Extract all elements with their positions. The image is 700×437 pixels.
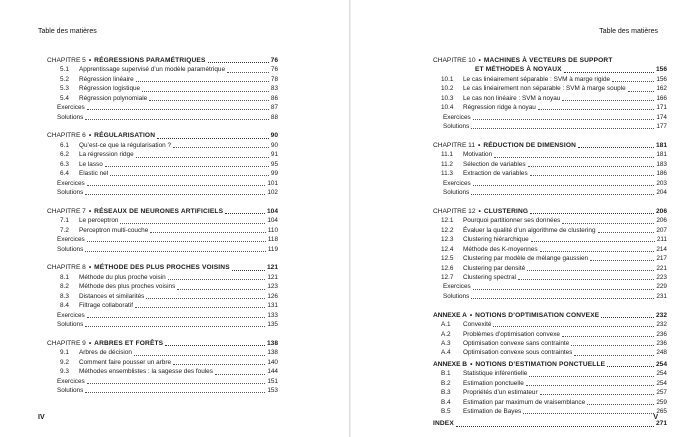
section-title: Estimation par maximum de vraisemblance — [463, 398, 586, 406]
chapter-block — [433, 207, 667, 301]
section-number: 12.6 — [441, 264, 454, 272]
exercises-entry[interactable] — [47, 377, 278, 386]
solutions-entry-label: Solutions — [57, 245, 84, 253]
section-title: Le cas linéairement non séparable : SVM à marge souple — [463, 85, 626, 93]
section-title: Le cas non linéaire : SVM à noyau — [463, 94, 561, 102]
section-number: 10.3 — [441, 94, 454, 102]
section-number: 8.4 — [60, 302, 69, 310]
chapter-number: CHAPITRE 12 — [433, 207, 476, 215]
section-number: 11.3 — [441, 170, 453, 178]
solutions-entry-page: 231 — [656, 292, 667, 300]
section-page: 156 — [656, 75, 667, 83]
chapter-title: MACHINES À VECTEURS DE SUPPORT — [483, 57, 613, 64]
section-title: Méthode des plus proches voisins — [79, 283, 176, 291]
section-entry[interactable] — [433, 245, 667, 254]
section-entry[interactable] — [433, 84, 667, 93]
section-number: B.4 — [441, 398, 451, 406]
exercises-entry[interactable] — [47, 235, 278, 244]
section-entry[interactable] — [433, 160, 667, 169]
section-number: 5.2 — [60, 75, 69, 83]
page-number: V — [653, 414, 658, 421]
section-page: 99 — [270, 170, 278, 178]
section-page: 232 — [656, 321, 667, 329]
section-entry[interactable] — [47, 84, 278, 93]
section-page: 248 — [656, 349, 667, 357]
chapter-number: CHAPITRE 8 — [47, 264, 86, 272]
chapter-title: ARBRES ET FORÊTS — [94, 339, 164, 347]
section-number: 6.2 — [60, 151, 69, 159]
chapter-page: 121 — [266, 264, 278, 272]
annex-heading[interactable]: ANNEXE A • NOTIONS D’OPTIMISATION CONVEXE 232 — [433, 311, 667, 319]
section-number: 10.4 — [441, 104, 454, 112]
solutions-entry-label: Solutions — [57, 113, 84, 121]
section-entry[interactable] — [433, 150, 667, 159]
section-page: 181 — [656, 151, 667, 159]
chapter-block — [47, 263, 278, 329]
section-entry[interactable] — [433, 320, 667, 329]
solutions-entry[interactable] — [47, 386, 278, 395]
solutions-entry-label: Solutions — [443, 123, 470, 131]
solutions-entry-page: 153 — [267, 387, 278, 395]
exercises-entry[interactable] — [47, 103, 278, 112]
chapter-heading[interactable]: CHAPITRE 7 • RÉSEAUX DE NEURONES ARTIFICIELS 104 — [47, 207, 278, 215]
section-entry[interactable] — [47, 358, 278, 367]
chapter-title: NOTIONS D’ESTIMATION PONCTUELLE — [475, 360, 606, 368]
section-number: B.1 — [441, 370, 451, 378]
chapter-heading[interactable]: CHAPITRE 10 • MACHINES À VECTEURS DE SUPPORT ET MÉTHODES À NOYAUX 156 — [433, 57, 667, 74]
section-page: 78 — [270, 75, 278, 83]
section-page: 144 — [267, 368, 278, 376]
section-page: 254 — [656, 379, 667, 387]
chapter-title: CLUSTERING — [483, 207, 529, 215]
section-entry[interactable] — [433, 169, 667, 178]
solutions-entry[interactable] — [433, 122, 667, 131]
section-title: Méthode du plus proche voisin — [79, 273, 166, 281]
exercises-entry[interactable] — [47, 179, 278, 188]
chapter-number: ANNEXE A — [433, 311, 467, 319]
exercises-entry-page: 174 — [656, 113, 667, 121]
index-entry[interactable] — [433, 419, 667, 428]
section-number: B.2 — [441, 379, 451, 387]
section-page: 90 — [270, 141, 278, 149]
section-entry[interactable] — [433, 339, 667, 348]
section-title: Évaluer la qualité d’un algorithme de clustering — [463, 226, 596, 234]
exercises-entry-page: 118 — [267, 236, 278, 244]
section-entry[interactable] — [47, 273, 278, 282]
solutions-entry[interactable] — [433, 292, 667, 301]
right-page — [351, 0, 700, 437]
section-entry[interactable] — [47, 94, 278, 103]
section-number: 7.1 — [60, 217, 69, 225]
section-title: Problèmes d’optimisation convexe — [463, 330, 560, 338]
solutions-entry-label: Solutions — [57, 321, 84, 329]
section-number: 9.3 — [60, 368, 69, 376]
chapter-heading[interactable]: CHAPITRE 5 • RÉGRESSIONS PARAMÉTRIQUES 76 — [47, 56, 278, 64]
annex-block — [433, 311, 667, 358]
section-entry[interactable] — [47, 301, 278, 310]
section-title: Optimisation convexe sous contraintes — [463, 349, 573, 357]
section-page: 214 — [656, 245, 667, 253]
section-title: Régression linéaire — [79, 75, 134, 83]
section-entry[interactable] — [433, 388, 667, 397]
solutions-entry-page: 177 — [656, 123, 667, 131]
section-number: 8.3 — [60, 292, 69, 300]
exercises-entry-label: Exercices — [57, 311, 85, 319]
section-title: Motivation — [463, 151, 493, 159]
section-page: 171 — [656, 104, 667, 112]
section-number: 10.1 — [441, 75, 454, 83]
chapter-heading[interactable]: CHAPITRE 12 • CLUSTERING 206 — [433, 207, 667, 215]
solutions-entry-label: Solutions — [443, 292, 470, 300]
section-title: Qu’est-ce que la régularisation ? — [79, 141, 172, 149]
section-page: 257 — [656, 389, 667, 397]
section-entry[interactable] — [47, 292, 278, 301]
chapter-block — [47, 131, 278, 197]
section-page: 236 — [656, 339, 667, 347]
chapter-heading[interactable]: CHAPITRE 6 • RÉGULARISATION 90 — [47, 132, 278, 140]
section-entry[interactable] — [433, 398, 667, 407]
section-page: 206 — [656, 217, 667, 225]
chapter-heading[interactable]: CHAPITRE 8 • MÉTHODE DES PLUS PROCHES VOISINS 121 — [47, 264, 278, 272]
chapter-heading[interactable]: CHAPITRE 9 • ARBRES ET FORÊTS 138 — [47, 339, 278, 347]
section-number: 8.2 — [60, 283, 69, 291]
section-number: 6.3 — [60, 160, 69, 168]
section-entry[interactable] — [433, 273, 667, 282]
section-title: Propriétés d’un estimateur — [463, 389, 538, 397]
section-entry[interactable] — [47, 282, 278, 291]
running-head: Table des matières — [38, 28, 97, 35]
section-page: 236 — [656, 330, 667, 338]
index-label: INDEX — [433, 420, 454, 428]
section-number: 9.1 — [60, 349, 69, 357]
section-number: 5.4 — [60, 94, 69, 102]
section-entry[interactable] — [433, 348, 667, 357]
chapter-title: NOTIONS D’OPTIMISATION CONVEXE — [475, 311, 600, 319]
section-entry[interactable] — [47, 216, 278, 225]
section-title: Régression polynomiale — [79, 94, 148, 102]
chapter-title-continued: ET MÉTHODES À NOYAUX — [475, 66, 562, 74]
section-title: Méthodes ensemblistes : la sagesse des foules — [79, 368, 213, 376]
solutions-entry-page: 119 — [267, 245, 278, 253]
section-entry[interactable] — [47, 169, 278, 178]
exercises-entry-page: 87 — [270, 104, 278, 112]
chapter-title: RÉSEAUX DE NEURONES ARTIFICIELS — [94, 207, 224, 215]
section-number: 5.1 — [60, 66, 69, 74]
section-page: 186 — [656, 170, 667, 178]
section-page: 217 — [656, 255, 667, 263]
section-page: 265 — [656, 408, 667, 416]
solutions-entry[interactable] — [47, 320, 278, 329]
exercises-entry-label: Exercices — [57, 377, 85, 385]
exercises-entry-label: Exercices — [57, 236, 85, 244]
section-page: 126 — [267, 292, 278, 300]
section-page: 76 — [270, 66, 278, 74]
section-number: 8.1 — [60, 273, 69, 281]
section-page: 140 — [267, 358, 278, 366]
section-page: 86 — [270, 94, 278, 102]
section-page: 162 — [656, 85, 667, 93]
solutions-entry-label: Solutions — [443, 189, 470, 197]
section-entry[interactable] — [47, 348, 278, 357]
section-number: 12.7 — [441, 273, 454, 281]
section-number: 12.3 — [441, 236, 454, 244]
exercises-entry-label: Exercices — [443, 113, 471, 121]
section-entry[interactable] — [433, 407, 667, 416]
section-page: 207 — [656, 226, 667, 234]
section-entry[interactable] — [433, 94, 667, 103]
section-entry[interactable] — [433, 226, 667, 235]
chapter-title: RÉGULARISATION — [94, 132, 156, 140]
solutions-entry-page: 135 — [267, 321, 278, 329]
section-entry[interactable] — [433, 75, 667, 84]
exercises-entry-label: Exercices — [443, 179, 471, 187]
section-page: 166 — [656, 94, 667, 102]
section-number: 11.2 — [441, 160, 453, 168]
solutions-entry-label: Solutions — [57, 387, 84, 395]
section-number: 7.2 — [60, 226, 69, 234]
solutions-entry-page: 102 — [267, 189, 278, 197]
section-title: Statistique inférentielle — [463, 370, 528, 378]
section-number: 10.2 — [441, 85, 454, 93]
section-entry[interactable] — [433, 216, 667, 225]
exercises-entry-page: 203 — [656, 179, 667, 187]
solutions-entry-label: Solutions — [57, 189, 84, 197]
solutions-entry[interactable] — [47, 245, 278, 254]
section-title: Estimation de Bayes — [463, 408, 522, 416]
section-title: Elastic net — [79, 170, 109, 178]
annex-heading[interactable]: ANNEXE B • NOTIONS D’ESTIMATION PONCTUELLE 254 — [433, 360, 667, 368]
chapter-number: CHAPITRE 10 — [433, 57, 476, 64]
section-title: Comment faire pousser un arbre — [79, 358, 171, 366]
section-entry[interactable] — [47, 150, 278, 159]
section-number: A.2 — [441, 330, 451, 338]
section-title: Apprentissage supervisé d’un modèle paramétrique — [79, 66, 226, 74]
section-title: Clustering par modèle de mélange gaussien — [463, 255, 589, 263]
running-head: Table des matières — [599, 28, 658, 35]
section-title: Le cas linéairement séparable : SVM à marge rigide — [463, 75, 611, 83]
section-title: Méthode des K-moyennes — [463, 245, 538, 253]
chapter-page: 156 — [655, 66, 667, 74]
section-title: Le perceptron — [79, 217, 119, 225]
section-title: La régression ridge — [79, 151, 134, 159]
index-page: 271 — [655, 420, 667, 428]
exercises-entry-label: Exercices — [443, 283, 471, 291]
chapter-title: RÉGRESSIONS PARAMÉTRIQUES — [94, 56, 206, 64]
section-title: Clustering spectral — [463, 273, 516, 281]
section-entry[interactable] — [433, 379, 667, 388]
chapter-page: 206 — [655, 207, 667, 215]
table-of-contents — [433, 56, 667, 429]
chapter-number: ANNEXE B — [433, 360, 468, 368]
section-title: Optimisation convexe sans contrainte — [463, 339, 570, 347]
section-entry[interactable] — [433, 330, 667, 339]
chapter-block — [433, 141, 667, 198]
section-page: 138 — [267, 349, 278, 357]
exercises-entry-page: 133 — [267, 311, 278, 319]
annex-block — [433, 360, 667, 417]
exercises-entry-label: Exercices — [57, 104, 85, 112]
section-page: 131 — [267, 302, 278, 310]
section-entry[interactable] — [47, 141, 278, 150]
chapter-page: 232 — [655, 311, 667, 319]
exercises-entry[interactable] — [433, 282, 667, 291]
section-number: A.4 — [441, 349, 451, 357]
chapter-page: 181 — [655, 141, 667, 149]
chapter-page: 104 — [266, 207, 278, 215]
chapter-number: CHAPITRE 7 — [47, 207, 86, 215]
section-page: 223 — [656, 273, 667, 281]
chapter-block — [47, 207, 278, 254]
section-title: Distances et similarités — [79, 292, 145, 300]
exercises-entry[interactable] — [433, 113, 667, 122]
section-number: A.3 — [441, 339, 451, 347]
section-number: 12.1 — [441, 217, 454, 225]
section-page: 110 — [267, 226, 278, 234]
section-title: Clustering hiérarchique — [463, 236, 529, 244]
exercises-entry[interactable] — [433, 179, 667, 188]
section-number: 11.1 — [441, 151, 453, 159]
chapter-block — [433, 56, 667, 132]
section-page: 259 — [656, 398, 667, 406]
section-number: 5.3 — [60, 85, 69, 93]
table-of-contents — [47, 56, 278, 405]
page-number: IV — [38, 414, 45, 421]
chapter-page: 254 — [655, 360, 667, 368]
exercises-entry-page: 229 — [656, 283, 667, 291]
section-page: 83 — [270, 85, 278, 93]
section-entry[interactable] — [47, 367, 278, 376]
solutions-entry[interactable] — [47, 113, 278, 122]
chapter-page: 138 — [266, 339, 278, 347]
chapter-page: 76 — [270, 56, 278, 64]
section-entry[interactable] — [433, 369, 667, 378]
section-number: A.1 — [441, 321, 451, 329]
section-title: Régression ridge à noyau — [463, 104, 536, 112]
section-title: Arbres de décision — [79, 349, 132, 357]
section-page: 123 — [267, 283, 278, 291]
section-entry[interactable] — [47, 160, 278, 169]
section-page: 254 — [656, 370, 667, 378]
section-page: 121 — [267, 273, 278, 281]
section-entry[interactable] — [433, 264, 667, 273]
solutions-entry-page: 204 — [656, 189, 667, 197]
section-number: B.3 — [441, 389, 451, 397]
section-number: 6.1 — [60, 141, 69, 149]
chapter-page: 90 — [270, 132, 278, 140]
chapter-block — [47, 339, 278, 396]
section-entry[interactable] — [47, 226, 278, 235]
chapter-number: CHAPITRE 6 — [47, 132, 86, 140]
exercises-entry-label: Exercices — [57, 179, 85, 187]
section-page: 95 — [270, 160, 278, 168]
section-title: Convexité — [463, 321, 492, 329]
section-page: 183 — [656, 160, 667, 168]
section-entry[interactable] — [47, 75, 278, 84]
chapter-heading[interactable]: CHAPITRE 11 • RÉDUCTION DE DIMENSION 181 — [433, 141, 667, 149]
section-page: 221 — [656, 264, 667, 272]
section-number: 12.2 — [441, 226, 454, 234]
chapter-title: RÉDUCTION DE DIMENSION — [483, 141, 577, 149]
section-entry[interactable] — [433, 235, 667, 244]
section-entry[interactable] — [433, 254, 667, 263]
section-title: Perceptron multi-couche — [79, 226, 149, 234]
section-title: Sélection de variables — [463, 160, 526, 168]
section-number: 6.4 — [60, 170, 69, 178]
chapter-number: CHAPITRE 5 — [47, 56, 86, 64]
exercises-entry[interactable] — [47, 311, 278, 320]
chapter-block — [47, 56, 278, 122]
section-number: 12.5 — [441, 255, 454, 263]
chapter-title: MÉTHODE DES PLUS PROCHES VOISINS — [94, 264, 230, 272]
exercises-entry-page: 101 — [267, 179, 278, 187]
section-page: 91 — [270, 151, 278, 159]
left-page — [0, 0, 349, 437]
section-title: Clustering par densité — [463, 264, 526, 272]
section-title: Régression logistique — [79, 85, 141, 93]
section-title: Filtrage collaboratif — [79, 302, 133, 310]
chapter-number: CHAPITRE 11 — [433, 141, 476, 149]
solutions-entry[interactable] — [433, 188, 667, 197]
solutions-entry[interactable] — [47, 188, 278, 197]
section-title: Estimation ponctuelle — [463, 379, 524, 387]
exercises-entry-page: 151 — [267, 377, 278, 385]
section-number: 9.2 — [60, 358, 69, 366]
section-page: 211 — [656, 236, 667, 244]
section-title: Extraction de variables — [463, 170, 528, 178]
section-entry[interactable] — [433, 103, 667, 112]
chapter-number: CHAPITRE 9 — [47, 339, 86, 347]
section-entry[interactable] — [47, 65, 278, 74]
solutions-entry-page: 88 — [270, 113, 278, 121]
section-title: Pourquoi partitionner ses données — [463, 217, 561, 225]
section-number: 12.4 — [441, 245, 454, 253]
section-number: B.5 — [441, 408, 451, 416]
section-title: Le lasso — [79, 160, 103, 168]
section-page: 104 — [267, 217, 278, 225]
